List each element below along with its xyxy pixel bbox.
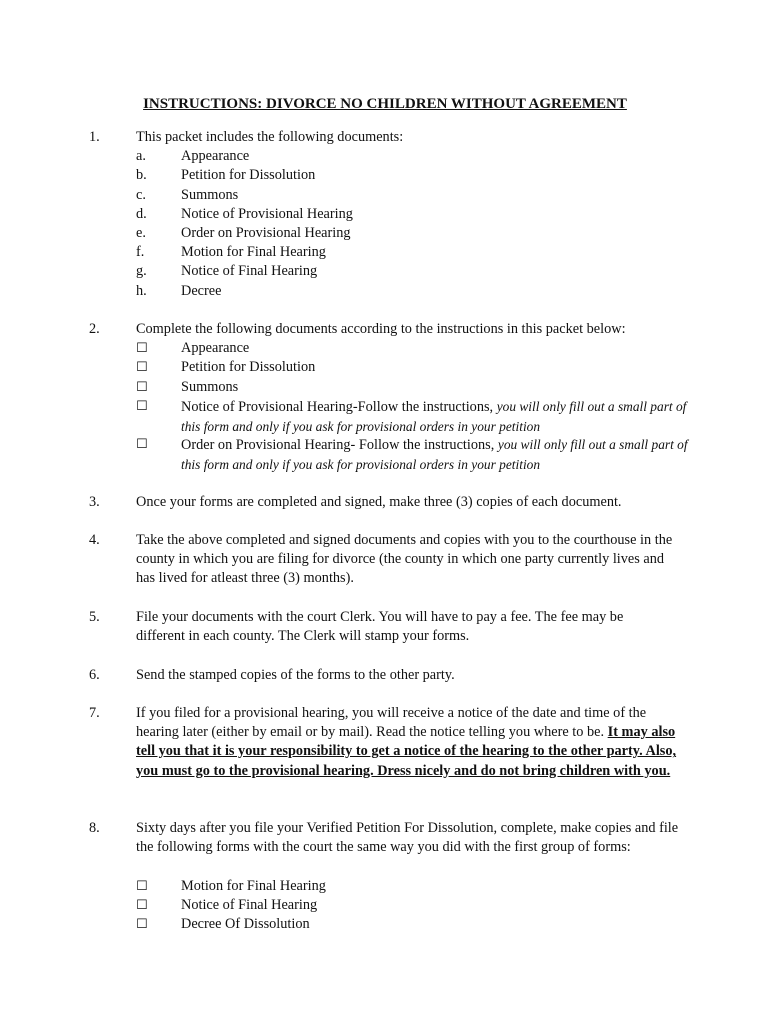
checklist-item: ☐ Appearance: [0, 339, 770, 358]
list-item: e. Order on Provisional Hearing: [136, 224, 351, 241]
section-7: [0, 704, 770, 781]
italic-note: you will only fill out a small part of this form and only if you ask for provisional orders in your petition: [181, 398, 687, 434]
list-item: f. Motion for Final Hearing: [136, 244, 326, 261]
section-text: Send the stamped copies of the forms to the other party.: [136, 667, 455, 683]
section-text: Complete the following documents according to the instructions in this packet below:: [136, 321, 626, 337]
checkbox-icon[interactable]: ☐: [136, 379, 148, 395]
section-4: [0, 531, 770, 589]
document-title: INSTRUCTIONS: DIVORCE NO CHILDREN WITHOUT AGREEMENT: [143, 96, 627, 112]
section-number: 5.: [89, 609, 100, 625]
list-item: h. Decree: [136, 282, 222, 299]
section-number: 6.: [89, 667, 100, 683]
section-number: 3.: [89, 494, 100, 510]
list-item: c. Summons: [136, 186, 239, 203]
section-3: [0, 493, 770, 512]
checkbox-icon[interactable]: ☐: [136, 398, 148, 414]
checklist-item: ☐ Petition for Dissolution: [0, 358, 770, 377]
checkbox-icon[interactable]: ☐: [136, 360, 148, 376]
list-item: d. Notice of Provisional Hearing: [136, 205, 353, 222]
section-text: Once your forms are completed and signed, make three (3) copies of each document.: [136, 494, 622, 510]
checklist-item: ☐ Order on Provisional Hearing- Follow the instructions, you will only fill out a small part of this form and only if you ask for provisional orders in your petition: [136, 437, 688, 473]
section-text: This packet includes the following documents:: [136, 129, 404, 145]
section-1: [0, 128, 770, 301]
checkbox-icon[interactable]: ☐: [136, 878, 148, 894]
checklist-item: ☐ Decree Of Dissolution: [0, 915, 770, 934]
section-6: [0, 666, 770, 685]
checkbox-icon[interactable]: ☐: [136, 916, 148, 932]
section-number: 8.: [89, 820, 100, 836]
section-number: 7.: [89, 705, 100, 721]
checklist-item: ☐ Notice of Provisional Hearing-Follow the instructions, you will only fill out a small part of this form and only if you ask for provisional orders in your petition: [136, 398, 687, 434]
checklist-item: ☐ Notice of Final Hearing: [0, 896, 770, 915]
section-number: 1.: [89, 129, 100, 145]
section-number: 2.: [89, 321, 100, 337]
section-text: Sixty days after you file your Verified Petition For Dissolution, complete, make copies and file the following forms with the court the same way you did with the first group of forms:: [136, 820, 679, 856]
checkbox-icon[interactable]: ☐: [136, 897, 148, 913]
section-text: If you filed for a provisional hearing, you will receive a notice of the date and time of the hearing later (either by email or by mail). Read the notice telling you where to be. It may also tell you that it is your responsibility to get a notice of the hearing to the other party. Also, you must go to the provisional hearing. Dress nicely and do not bring children with you.: [136, 705, 677, 779]
checklist-item: ☐ Motion for Final Hearing: [0, 877, 770, 896]
section-5: [0, 608, 770, 646]
list-item: g. Notice of Final Hearing: [136, 263, 318, 280]
list-item: a. Appearance: [136, 148, 250, 165]
checkbox-icon[interactable]: ☐: [136, 437, 148, 453]
list-item: b. Petition for Dissolution: [136, 167, 316, 184]
section-text: Take the above completed and signed documents and copies with you to the courthouse in the county in which you are filing for divorce (the county in which one party currently lives and has lived for atleast three (3) months).: [136, 532, 673, 587]
section-text: File your documents with the court Clerk. You will have to pay a fee. The fee may be different in each county. The Clerk will stamp your forms.: [136, 609, 624, 645]
important-notice: It may also tell you that it is your responsibility to get a notice of the hearing to the other party. Also, you must go to the provisional hearing. Dress nicely and do not bring children with you.: [136, 724, 677, 779]
checklist-item: ☐ Summons: [0, 378, 770, 397]
section-8: [0, 819, 770, 934]
checkbox-icon[interactable]: ☐: [136, 341, 148, 357]
section-2: [0, 320, 770, 474]
section-number: 4.: [89, 532, 100, 548]
italic-note: you will only fill out a small part of this form and only if you ask for provisional orders in your petition: [181, 437, 688, 473]
